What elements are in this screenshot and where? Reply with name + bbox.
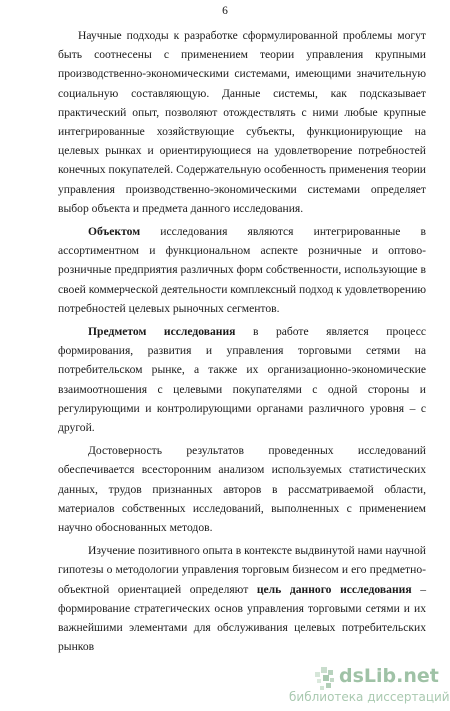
paragraph-goal	[58, 541, 426, 656]
watermark-title: dsLib.net	[339, 665, 439, 687]
paragraph-text: Научные подходы к разработке сформулированной проблемы могут быть соотнесены с применением теории управления крупными производственно-экономическими системами, имеющими значительную социальную составляющую. Данные системы, как подсказывает практический опыт, позволяют отождествлять с ними любые крупные интегрированные хозяйствующие субъекты, функционирующие на целевых рынках и ориентирующиеся на удовлетворение потребностей конечных покупателей. Содержательную особенность применения теории управления производственно-экономическими системами определяет выбор объекта и предмета данного исследования.	[58, 29, 426, 215]
watermark-subtitle: библиотека диссертаций	[289, 690, 450, 704]
document-body	[58, 26, 426, 661]
paragraph-reliability	[58, 441, 426, 537]
paragraph-text: в работе является процесс формирования, развития и управления торговыми сетями на потребительском рынке, а также их организационно-экономические взаимоотношения с целевыми покупателями с одной стороны и регулирующими и контролирующими органами различного уровня – с другой.	[58, 325, 426, 435]
paragraph-text-tail: – формирование стратегических основ управления торговыми сетями и их важнейшими элементами для обслуживания целевых потребительских рынков	[58, 582, 426, 654]
page-number: 6	[222, 5, 228, 17]
paragraph-text: исследования являются интегрированные в ассортиментном и функциональном аспекте розничные и оптово-розничные предприятия различных форм собственности, использующие в своей коммерческой деятельности комплексный подход к удовлетворению потребностей целевых рыночных сегментов.	[58, 225, 426, 315]
paragraph-subject	[58, 322, 426, 437]
site-watermark	[275, 665, 450, 709]
paragraph-intro	[58, 26, 426, 218]
bold-term-object: Объектом	[88, 225, 141, 239]
paragraph-text: Изучение позитивного опыта в контексте выдвинутой нами научной гипотезы о методологии управления торговым бизнесом и его предметно-объектной ориентацией определяют	[58, 544, 426, 596]
bold-term-goal: цель данного исследования	[256, 582, 412, 596]
paragraph-object	[58, 222, 426, 318]
paragraph-text: Достоверность результатов проведенных исследований обеспечивается всесторонним анализом используемых статистических данных, трудов признанных авторов в рассматриваемой области, материалов собственных исследований, выполненных с применением научно обоснованных методов.	[58, 444, 426, 535]
bold-term-subject: Предметом исследования	[88, 325, 236, 339]
